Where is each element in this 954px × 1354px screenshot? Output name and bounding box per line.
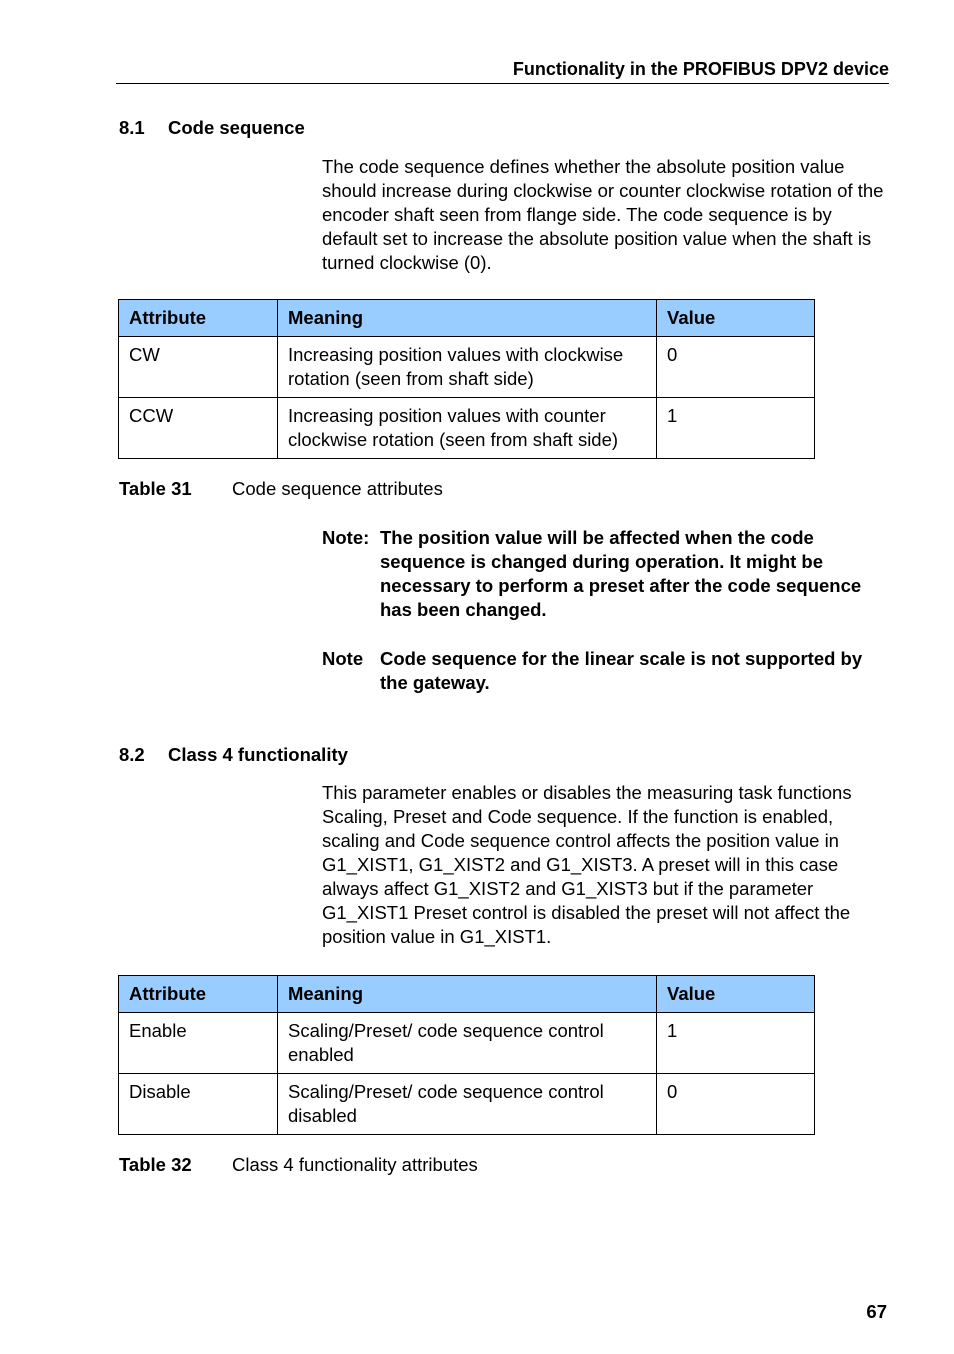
caption-label: Table 32 xyxy=(119,1154,192,1175)
table-header-row xyxy=(119,976,815,1013)
note-text: The position value will be affected when the code sequence is changed during operation. It might be necessary to perform a preset after the code sequence has been changed. xyxy=(380,527,862,620)
section-heading-8-1 xyxy=(119,116,305,140)
cell-meaning: Increasing position values with clockwise rotation (seen from shaft side) xyxy=(278,337,657,398)
section-number: 8.2 xyxy=(119,744,145,765)
table-header-row xyxy=(119,300,815,337)
cell-attribute: Disable xyxy=(119,1074,278,1135)
table-row xyxy=(119,1074,815,1135)
table-32-caption xyxy=(119,1153,478,1177)
header-value: Value xyxy=(657,300,815,337)
cell-attribute: CCW xyxy=(119,398,278,459)
section-8-1-paragraph: The code sequence defines whether the absolute position value should increase during clockwise or counter clockwise rotation of the encoder shaft seen from flange side. The code sequence is by default set to increase the absolute position value when the shaft is turned clockwise (0). xyxy=(322,156,884,273)
cell-meaning: Scaling/Preset/ code sequence control disabled xyxy=(278,1074,657,1135)
section-heading-8-2 xyxy=(119,743,348,767)
caption-text: Class 4 functionality attributes xyxy=(232,1154,478,1175)
cell-value: 1 xyxy=(657,1013,815,1074)
note-1 xyxy=(322,526,892,622)
class4-functionality-table xyxy=(118,975,815,1135)
section-8-2-paragraph: This parameter enables or disables the measuring task functions Scaling, Preset and Code sequence. If the function is enabled, scaling and Code sequence control affects the position value in G1_XIST1, G1_XIST2 and G1_XIST3. A preset will in this case always affect G1_XIST2 and G1_XIST3 but if the parameter G1_XIST1 Preset control is disabled the preset will not affect the position value in G1_XIST1. xyxy=(322,782,852,947)
table-row xyxy=(119,1013,815,1074)
running-header: Functionality in the PROFIBUS DPV2 device xyxy=(116,57,889,84)
table-row xyxy=(119,337,815,398)
note-label: Note: xyxy=(322,527,370,548)
caption-label: Table 31 xyxy=(119,478,192,499)
header-meaning: Meaning xyxy=(278,300,657,337)
header-attribute: Attribute xyxy=(119,300,278,337)
table-31-caption xyxy=(119,477,443,501)
caption-text: Code sequence attributes xyxy=(232,478,443,499)
note-2 xyxy=(322,647,892,695)
section-title: Class 4 functionality xyxy=(168,744,348,765)
cell-value: 1 xyxy=(657,398,815,459)
header-meaning: Meaning xyxy=(278,976,657,1013)
cell-value: 0 xyxy=(657,337,815,398)
cell-value: 0 xyxy=(657,1074,815,1135)
section-number: 8.1 xyxy=(119,117,145,138)
note-text: Code sequence for the linear scale is not supported by the gateway. xyxy=(380,648,863,693)
cell-meaning: Scaling/Preset/ code sequence control enabled xyxy=(278,1013,657,1074)
table-row xyxy=(119,398,815,459)
cell-attribute: CW xyxy=(119,337,278,398)
cell-meaning: Increasing position values with counter clockwise rotation (seen from shaft side) xyxy=(278,398,657,459)
code-sequence-table xyxy=(118,299,815,459)
header-attribute: Attribute xyxy=(119,976,278,1013)
header-value: Value xyxy=(657,976,815,1013)
cell-attribute: Enable xyxy=(119,1013,278,1074)
note-label: Note xyxy=(322,648,364,669)
page-number: 67 xyxy=(866,1301,887,1322)
section-title: Code sequence xyxy=(168,117,305,138)
